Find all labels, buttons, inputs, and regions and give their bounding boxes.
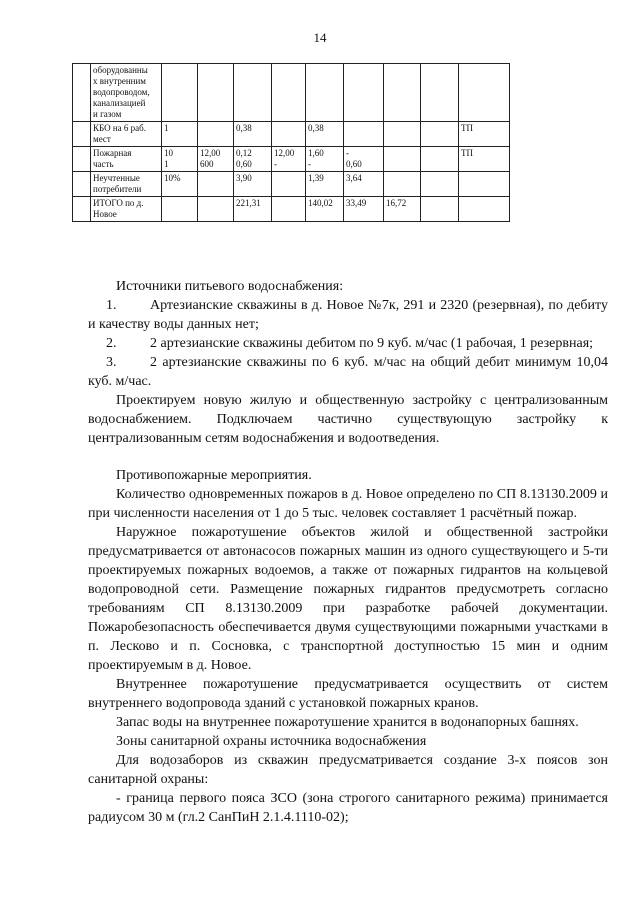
table-cell: 3,64 <box>344 172 384 197</box>
list-item-text: 2 артезианские скважины дебитом по 9 куб. м/час (1 рабочая, 1 резервная; <box>150 336 594 351</box>
table-cell <box>421 197 459 222</box>
paragraph-fires: Количество одновременных пожаров в д. Новое определено по СП 8.13130.2009 и при численности населения от 1 до 5 тыс. человек составляет 1 расчётный пожар. <box>88 487 608 521</box>
list-item-number: 3. <box>106 355 117 370</box>
table-cell: 1,39 <box>306 172 344 197</box>
table-cell: 1,60 - <box>306 147 344 172</box>
table-cell-name: оборудованны х внутренним водопроводом, канализацией и газом <box>91 64 162 122</box>
table-cell <box>234 64 272 122</box>
table-cell <box>384 147 421 172</box>
table-cell: 221,31 <box>234 197 272 222</box>
table-cell <box>272 122 306 147</box>
table-cell <box>306 64 344 122</box>
table-row <box>73 122 510 147</box>
table-cell <box>198 122 234 147</box>
list-item <box>88 353 608 391</box>
table-cell <box>73 197 91 222</box>
table-cell <box>73 172 91 197</box>
table-cell-name: Пожарная часть <box>91 147 162 172</box>
document-body <box>88 277 608 827</box>
table-cell <box>73 147 91 172</box>
table-cell: 140,02 <box>306 197 344 222</box>
table-cell-name: ИТОГО по д. Новое <box>91 197 162 222</box>
paragraph-first-belt: - граница первого пояса ЗСО (зона строгого санитарного режима) принимается радиусом 30 м (гл.2 СанПиН 2.1.4.1110-02); <box>88 791 608 825</box>
table-cell <box>421 64 459 122</box>
list-item <box>88 334 608 353</box>
table-cell: 0,38 <box>234 122 272 147</box>
list-item-number: 1. <box>106 298 117 313</box>
table-cell <box>421 122 459 147</box>
table-cell <box>459 197 510 222</box>
table-row <box>73 147 510 172</box>
table-cell <box>198 172 234 197</box>
table-cell <box>421 172 459 197</box>
table-cell <box>459 64 510 122</box>
table-cell: 10 1 <box>162 147 198 172</box>
list-item-text: Артезианские скважины в д. Новое №7к, 291 и 2320 (резервная), по дебиту и качеству воды данных нет; <box>88 298 608 332</box>
table-cell <box>162 64 198 122</box>
paragraph-indoor-firefighting: Внутреннее пожаротушение предусматривается осуществить от систем внутреннего водопровода зданий с установкой пожарных кранов. <box>88 677 608 711</box>
list-item-text: 2 артезианские скважины по 6 куб. м/час на общий дебит минимум 10,04 куб. м/час. <box>88 355 608 389</box>
table-cell: ТП <box>459 147 510 172</box>
table-cell <box>198 64 234 122</box>
table-cell-name: Неучтенные потребители <box>91 172 162 197</box>
table-cell <box>73 64 91 122</box>
table-cell: 33,49 <box>344 197 384 222</box>
table-cell: ТП <box>459 122 510 147</box>
paragraph-zones: Для водозаборов из скважин предусматривается создание 3-х поясов зон санитарной охраны: <box>88 753 608 787</box>
list-item-number: 2. <box>106 336 117 351</box>
fire-heading: Противопожарные мероприятия. <box>116 468 312 483</box>
table-row <box>73 172 510 197</box>
table-cell <box>344 122 384 147</box>
table-cell <box>384 172 421 197</box>
table-cell: 10% <box>162 172 198 197</box>
table-row <box>73 197 510 222</box>
table-cell: - 0,60 <box>344 147 384 172</box>
table-cell: 3,90 <box>234 172 272 197</box>
zones-heading: Зоны санитарной охраны источника водоснабжения <box>116 734 427 749</box>
table-cell <box>198 197 234 222</box>
paragraph-design: Проектируем новую жилую и общественную застройку с централизованным водоснабжением. Подключаем частично существующую застройку к централизованным сетям водоснабжения и водоотведения. <box>88 393 608 446</box>
table-cell <box>421 147 459 172</box>
table-cell <box>384 122 421 147</box>
paragraph-outdoor-firefighting: Наружное пожаротушение объектов жилой и общественной застройки предусматривается от автонасосов пожарных машин из одного существующего и 5-ти проектируемых пожарных водоемов, а также от пожарных гидрантов на кольцевой водопроводной сети. Размещение пожарных гидрантов предусмотреть согласно требованиям СП 8.13130.2009 при разработке рабочей документации. Пожаробезопасность обеспечивается двумя существующими пожарными участками в п. Лесково и п. Сосновка, с транспортной доступностью 15 мин и одним проектируемым в д. Новое. <box>88 525 608 673</box>
table-cell <box>384 64 421 122</box>
sources-heading: Источники питьевого водоснабжения: <box>116 279 344 294</box>
table-cell: 12,00 - <box>272 147 306 172</box>
table-cell <box>344 64 384 122</box>
table-cell: 16,72 <box>384 197 421 222</box>
table-row <box>73 64 510 122</box>
list-item <box>88 296 608 334</box>
page-number: 14 <box>313 30 327 45</box>
table-cell <box>272 64 306 122</box>
table-cell: 12,00 600 <box>198 147 234 172</box>
table-cell: 0,38 <box>306 122 344 147</box>
paragraph-water-reserve: Запас воды на внутреннее пожаротушение хранится в водонапорных башнях. <box>116 715 579 730</box>
sources-list <box>88 296 608 391</box>
table-cell <box>73 122 91 147</box>
table-cell <box>162 197 198 222</box>
table-cell: 1 <box>162 122 198 147</box>
table-cell-name: КБО на 6 раб. мест <box>91 122 162 147</box>
table-cell <box>459 172 510 197</box>
table-cell <box>272 197 306 222</box>
table-cell <box>272 172 306 197</box>
water-demand-table <box>72 63 510 222</box>
table-cell: 0,12 0,60 <box>234 147 272 172</box>
